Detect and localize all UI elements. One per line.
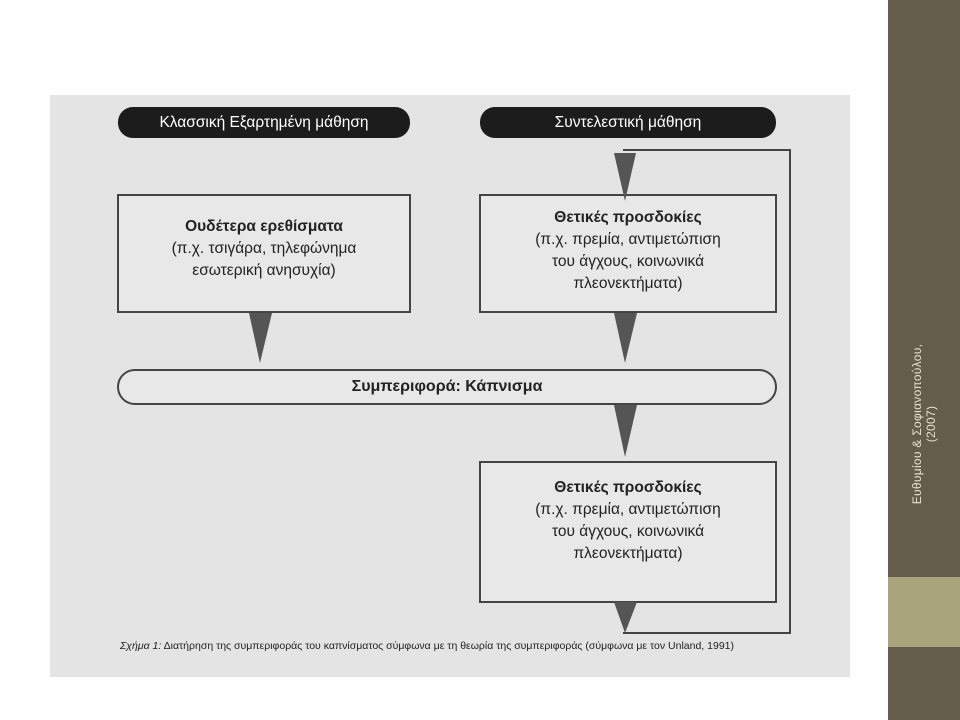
right-header-label: Συντελεστική μάθηση [554,114,702,131]
right-box-line: πλεονεκτήματα) [573,275,683,292]
figure-caption [120,640,860,652]
behavior-label: Συμπεριφορά: Κάπνισμα [351,378,543,395]
bottom-box-line: του άγχους, κοινωνικά [551,523,705,540]
bottom-box-line: (π.χ. πρεμία, αντιμετώπιση [535,501,721,518]
bottom-box-line: πλεονεκτήματα) [573,545,683,562]
sidebar-bottom-band [888,647,960,720]
bottom-box-text [480,477,776,565]
left-box-line: (π.χ. τσιγάρα, τηλεφώνημα [171,240,357,257]
right-box-line: του άγχους, κοινωνικά [551,253,705,270]
right-box-text [480,207,776,295]
arrow-behavior-to-bottom-box [614,405,637,457]
arrow-bottom-box-out [614,602,637,633]
right-box-line: (π.χ. πρεμία, αντιμετώπιση [535,231,721,248]
bottom-box-title: Θετικές προσδοκίες [554,479,702,496]
citation-text [910,314,938,534]
right-box-title: Θετικές προσδοκίες [554,209,702,226]
caption-text: Διατήρηση της συμπεριφοράς του καπνίσματος σύμφωνα με τη θεωρία της συμπεριφοράς (σύμφωνα με τον Unland, 1991) [161,640,734,652]
left-box-text [118,216,410,282]
arrow-right-box-to-behavior [614,313,637,363]
citation-line-1: Ευθυμίου & Σοφιανοπούλου, [910,343,924,505]
arrow-left-box-to-behavior [249,313,272,363]
caption-label: Σχήμα 1: [120,640,162,652]
citation-line-2: (2007) [924,405,938,443]
sidebar-accent-band [888,577,960,647]
left-box-title: Ουδέτερα ερεθίσματα [185,218,343,235]
left-box-line: εσωτερική ανησυχία) [192,262,336,279]
arrow-into-right-box [614,153,636,201]
flowchart-figure [50,95,850,677]
left-header-label: Κλασσική Εξαρτημένη μάθηση [159,114,369,131]
